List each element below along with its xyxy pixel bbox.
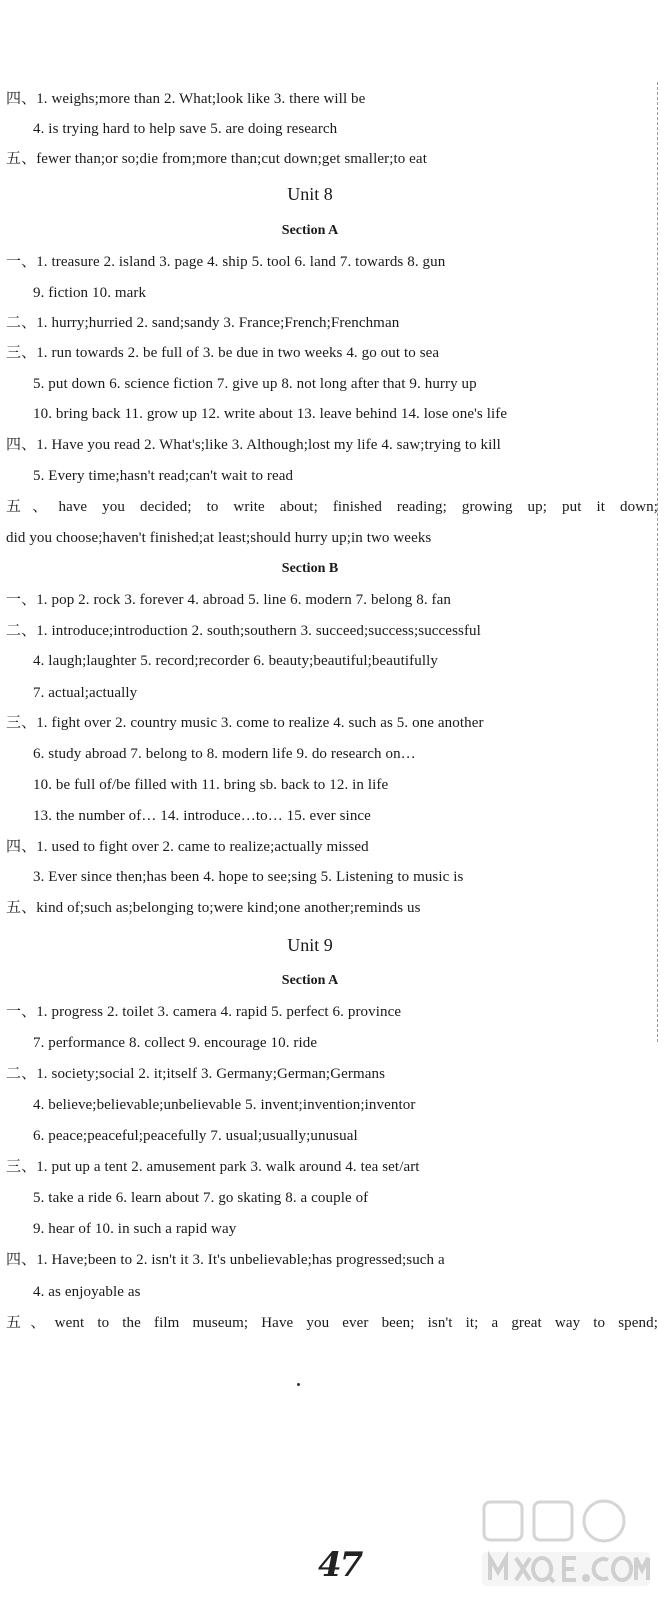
section-heading: Section A [281, 223, 339, 238]
answer-line: 4. as enjoyable as [33, 1284, 141, 1300]
section-heading: Section A [281, 973, 339, 988]
answer-line: 5. put down 6. science fiction 7. give up 8. not long after that 9. hurry up [33, 376, 477, 392]
answer-line: 四、1. Have you read 2. What's;like 3. Although;lost my life 4. saw;trying to kill [6, 437, 501, 453]
answer-line: 一、1. progress 2. toilet 3. camera 4. rapid 5. perfect 6. province [6, 1004, 402, 1020]
section-heading: Section B [281, 561, 339, 576]
answer-line: 四、1. weighs;more than 2. What;look like 3. there will be [6, 91, 366, 107]
answer-line: 3. Ever since then;has been 4. hope to see;sing 5. Listening to music is [33, 869, 464, 885]
answer-line: 10. bring back 11. grow up 12. write about 13. leave behind 14. lose one's life [33, 406, 508, 422]
page-number: 47 [318, 1545, 362, 1585]
answer-line: 五、have you decided; to write about; finished reading; growing up; put it down; [6, 499, 658, 515]
unit-heading: Unit 8 [287, 184, 333, 204]
answer-line: 三、1. fight over 2. country music 3. come to realize 4. such as 5. one another [6, 715, 484, 731]
answer-line: 五、fewer than;or so;die from;more than;cut down;get smaller;to eat [6, 151, 427, 167]
answer-line: 二、1. hurry;hurried 2. sand;sandy 3. France;French;Frenchman [6, 315, 400, 331]
answer-line: 13. the number of… 14. introduce…to… 15. ever since [33, 808, 371, 824]
answer-line: 10. be full of/be filled with 11. bring sb. back to 12. in life [33, 777, 389, 793]
answer-line: 6. study abroad 7. belong to 8. modern life 9. do research on… [33, 746, 416, 762]
answer-line: 4. is trying hard to help save 5. are doing research [33, 121, 338, 137]
answer-line: 4. believe;believable;unbelievable 5. invent;invention;inventor [33, 1097, 416, 1113]
fold-line [657, 82, 658, 1042]
answer-line: 四、1. Have;been to 2. isn't it 3. It's unbelievable;has progressed;such a [6, 1252, 445, 1268]
answer-line: did you choose;haven't finished;at least;should hurry up;in two weeks [6, 530, 432, 546]
answer-line: 二、1. society;social 2. it;itself 3. Germany;German;Germans [6, 1066, 386, 1082]
answer-line: 五、kind of;such as;belonging to;were kind;one another;reminds us [6, 900, 421, 916]
answer-line: 二、1. introduce;introduction 2. south;southern 3. succeed;success;successful [6, 623, 481, 639]
answer-line: 5. take a ride 6. learn about 7. go skating 8. a couple of [33, 1190, 369, 1206]
answer-line: 四、1. used to fight over 2. came to realize;actually missed [6, 839, 369, 855]
answer-line: 7. performance 8. collect 9. encourage 10. ride [33, 1035, 318, 1051]
answer-line: 9. fiction 10. mark [33, 285, 147, 301]
answer-line: 三、1. put up a tent 2. amusement park 3. walk around 4. tea set/art [6, 1159, 420, 1175]
answer-line: 9. hear of 10. in such a rapid way [33, 1221, 237, 1237]
answer-line: 4. laugh;laughter 5. record;recorder 6. beauty;beautiful;beautifully [33, 653, 438, 669]
watermark-logo [476, 1492, 656, 1592]
answer-line: 5. Every time;hasn't read;can't wait to read [33, 468, 294, 484]
answer-line: 一、1. pop 2. rock 3. forever 4. abroad 5. line 6. modern 7. belong 8. fan [6, 592, 452, 608]
answer-line: 五、went to the film museum; Have you ever been; isn't it; a great way to spend; [6, 1315, 658, 1331]
answer-line: 一、1. treasure 2. island 3. page 4. ship 5. tool 6. land 7. towards 8. gun [6, 254, 446, 270]
stray-dot [297, 1383, 300, 1386]
answer-line: 6. peace;peaceful;peacefully 7. usual;usually;unusual [33, 1128, 358, 1144]
unit-heading: Unit 9 [287, 935, 333, 955]
answer-line: 三、1. run towards 2. be full of 3. be due in two weeks 4. go out to sea [6, 345, 440, 361]
answer-line: 7. actual;actually [33, 685, 138, 701]
